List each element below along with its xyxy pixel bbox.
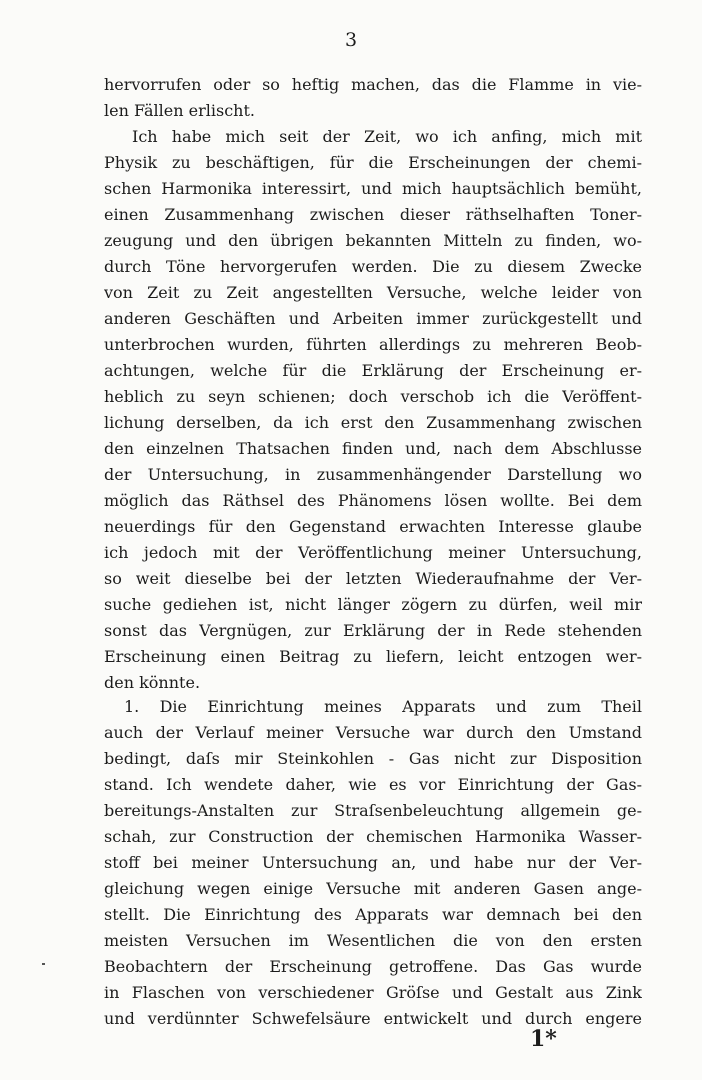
print-speck xyxy=(42,963,45,965)
page-number: 3 xyxy=(344,29,358,51)
text-line: meisten Versuchen im Wesentlichen die von den ersten xyxy=(104,931,642,950)
text-line: Beobachtern der Erscheinung getroffene. Das Gas wurde xyxy=(104,957,642,976)
text-line: bedingt, daſs mir Steinkohlen - Gas nicht zur Disposition xyxy=(104,749,642,768)
text-line: achtungen, welche für die Erklärung der Erscheinung er- xyxy=(104,361,642,380)
text-line: durch Töne hervorgerufen werden. Die zu diesem Zwecke xyxy=(104,257,642,276)
text-line: ich jedoch mit der Veröffentlichung meiner Untersuchung, xyxy=(104,543,642,562)
signature-mark: 1* xyxy=(530,1026,557,1052)
text-line: so weit dieselbe bei der letzten Wiederaufnahme der Ver- xyxy=(104,569,642,588)
text-line: sonst das Vergnügen, zur Erklärung der in Rede stehenden xyxy=(104,621,642,640)
text-line: lichung derselben, da ich erst den Zusammenhang zwischen xyxy=(104,413,642,432)
text-line: stellt. Die Einrichtung des Apparats war demnach bei den xyxy=(104,905,642,924)
text-line: gleichung wegen einige Versuche mit anderen Gasen ange- xyxy=(104,879,642,898)
text-line: in Flaschen von verschiedener Gröſse und Gestalt aus Zink xyxy=(104,983,642,1002)
text-line: auch der Verlauf meiner Versuche war durch den Umstand xyxy=(104,723,642,742)
text-line: den könnte. xyxy=(104,673,201,692)
text-line: zeugung und den übrigen bekannten Mitteln zu finden, wo- xyxy=(104,231,642,250)
text-line: unterbrochen wurden, führten allerdings zu mehreren Beob- xyxy=(104,335,642,354)
text-line: neuerdings für den Gegenstand erwachten Interesse glaube xyxy=(104,517,642,536)
text-line: bereitungs-Anstalten zur Straſsenbeleuchtung allgemein ge- xyxy=(104,801,642,820)
text-line: schah, zur Construction der chemischen Harmonika Wasser- xyxy=(104,827,642,846)
text-line: suche gediehen ist, nicht länger zögern zu dürfen, weil mir xyxy=(104,595,642,614)
text-line: von Zeit zu Zeit angestellten Versuche, welche leider von xyxy=(104,283,642,302)
text-line: den einzelnen Thatsachen finden und, nach dem Abschlusse xyxy=(104,439,642,458)
text-line: Physik zu beschäftigen, für die Erscheinungen der chemi- xyxy=(104,153,642,172)
text-line: stand. Ich wendete daher, wie es vor Einrichtung der Gas- xyxy=(104,775,642,794)
text-line: anderen Geschäften und Arbeiten immer zurückgestellt und xyxy=(104,309,642,328)
text-line: möglich das Räthsel des Phänomens lösen wollte. Bei dem xyxy=(104,491,642,510)
text-line: hervorrufen oder so heftig machen, das die Flamme in vie- xyxy=(104,75,642,94)
text-line: heblich zu seyn schienen; doch verschob ich die Veröffent- xyxy=(104,387,642,406)
text-line: schen Harmonika interessirt, und mich hauptsächlich bemüht, xyxy=(104,179,642,198)
text-line: Erscheinung einen Beitrag zu liefern, leicht entzogen wer- xyxy=(104,647,642,666)
text-line: einen Zusammenhang zwischen dieser räthselhaften Toner- xyxy=(104,205,642,224)
numbered-paragraph-first-line: 1. Die Einrichtung meines Apparats und zum Theil xyxy=(124,697,642,716)
text-line: len Fällen erlischt. xyxy=(104,101,255,120)
text-line: der Untersuchung, in zusammenhängender Darstellung wo xyxy=(104,465,642,484)
paragraph-first-line: Ich habe mich seit der Zeit, wo ich anfing, mich mit xyxy=(132,127,642,146)
text-line: stoff bei meiner Untersuchung an, und habe nur der Ver- xyxy=(104,853,642,872)
text-line: und verdünnter Schwefelsäure entwickelt und durch engere xyxy=(104,1009,642,1028)
